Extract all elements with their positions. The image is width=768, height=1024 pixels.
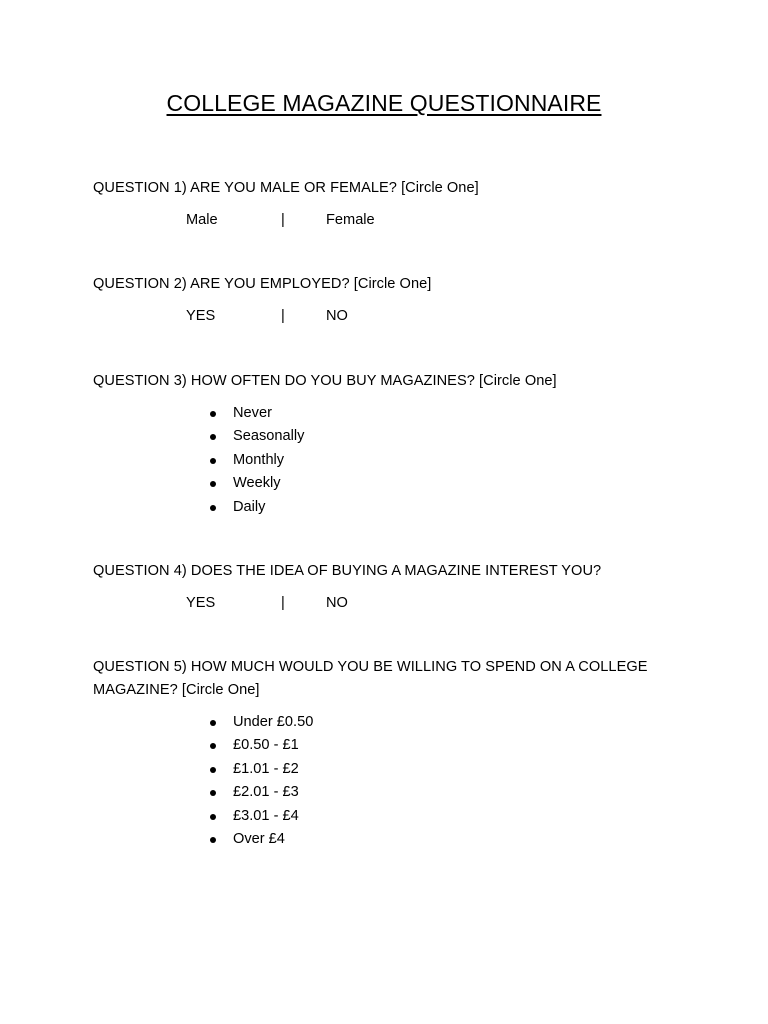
option-label: Weekly <box>233 475 281 492</box>
question-1-text: QUESTION 1) ARE YOU MALE OR FEMALE? [Circle One] <box>93 180 479 196</box>
option-label: £3.01 - £4 <box>233 807 299 824</box>
bullet-icon <box>210 434 216 440</box>
bullet-icon <box>210 481 216 487</box>
choice-yes[interactable]: YES <box>186 595 216 611</box>
question-1-choices <box>0 209 768 231</box>
question-2-choices <box>0 305 768 327</box>
choice-male[interactable]: Male <box>186 212 218 228</box>
page-title: COLLEGE MAGAZINE QUESTIONNAIRE <box>166 90 602 116</box>
question-2-text: QUESTION 2) ARE YOU EMPLOYED? [Circle One] <box>93 276 432 292</box>
option-label: £2.01 - £3 <box>233 784 299 801</box>
option-label: Seasonally <box>233 428 305 445</box>
option-label: Daily <box>233 498 266 515</box>
option-label: Under £0.50 <box>233 714 314 730</box>
bullet-icon <box>210 458 216 464</box>
choice-separator: | <box>281 595 285 611</box>
question-5-text-line-2: MAGAZINE? [Circle One] <box>93 682 260 698</box>
bullet-icon <box>210 505 216 511</box>
choice-separator: | <box>281 308 285 324</box>
question-3-text: QUESTION 3) HOW OFTEN DO YOU BUY MAGAZINES? [Circle One] <box>93 373 557 389</box>
bullet-icon <box>210 767 216 773</box>
question-4-choices <box>0 592 768 614</box>
option-label: Over £4 <box>233 830 285 847</box>
option-label: Monthly <box>233 451 285 468</box>
choice-separator: | <box>281 212 285 228</box>
choice-yes[interactable]: YES <box>186 308 216 324</box>
option-label: £1.01 - £2 <box>233 760 299 777</box>
choice-no[interactable]: NO <box>326 595 348 611</box>
bullet-icon <box>210 411 216 417</box>
bullet-icon <box>210 790 216 796</box>
question-4-text: QUESTION 4) DOES THE IDEA OF BUYING A MAGAZINE INTEREST YOU? <box>93 563 602 579</box>
question-5-text-line-1: QUESTION 5) HOW MUCH WOULD YOU BE WILLING TO SPEND ON A COLLEGE <box>93 659 648 675</box>
choice-female[interactable]: Female <box>326 212 375 228</box>
bullet-icon <box>210 814 216 820</box>
bullet-icon <box>210 837 216 843</box>
bullet-icon <box>210 743 216 749</box>
option-label: £0.50 - £1 <box>233 737 299 754</box>
bullet-icon <box>210 720 216 726</box>
choice-no[interactable]: NO <box>326 308 348 324</box>
option-label: Never <box>233 405 272 421</box>
